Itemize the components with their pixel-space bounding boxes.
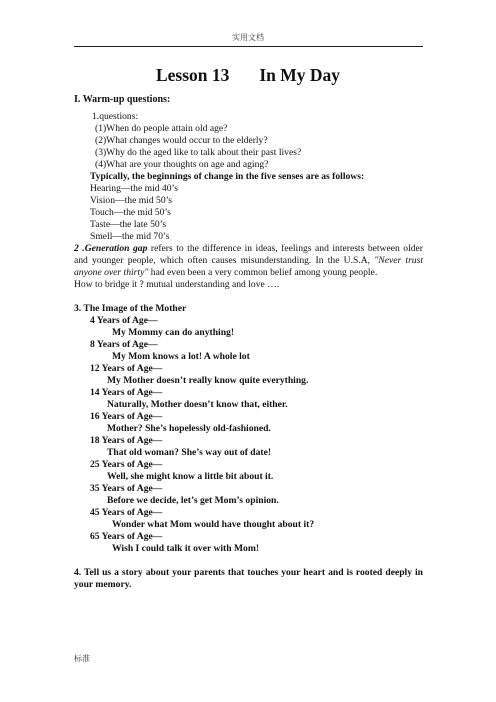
lesson-number: Lesson 13 <box>155 65 230 85</box>
age-label: 8 Years of Age— <box>90 339 158 350</box>
sense-item: Vision—the mid 50’s <box>90 195 173 206</box>
mother-quote: My Mom knows a lot! A whole lot <box>112 351 250 362</box>
question-item: (3)Why do the aged like to talk about their past lives? <box>95 147 302 158</box>
age-label: 35 Years of Age— <box>90 483 163 494</box>
age-label: 16 Years of Age— <box>90 411 163 422</box>
section3-heading: 3. The Image of the Mother <box>74 303 187 314</box>
section4-prompt: 4. Tell us a story about your parents that touches your heart and is rooted deeply in your memory. <box>74 567 423 590</box>
section1-heading: I. Warm-up questions: <box>74 94 171 105</box>
age-label: 25 Years of Age— <box>90 459 163 470</box>
paragraph-text: refers to the difference in ideas, feelings and interests between older and younger people, which often causes misunderstanding. In the U.S.A, <box>74 243 424 266</box>
senses-intro: Typically, the beginnings of change in the five senses are as follows: <box>90 171 365 182</box>
mother-quote: Well, she might know a little bit about it. <box>107 471 274 482</box>
age-label: 14 Years of Age— <box>90 387 163 398</box>
sense-item: Smell—the mid 70’s <box>90 231 170 242</box>
age-label: 12 Years of Age— <box>90 363 163 374</box>
paragraph-prefix: 2 . <box>74 243 85 254</box>
generation-gap-term: Generation gap <box>84 243 148 254</box>
paragraph-text-end: had even been a very common belief among young people. <box>148 267 378 278</box>
document-body <box>74 94 423 591</box>
age-label: 65 Years of Age— <box>90 531 163 542</box>
age-label: 45 Years of Age— <box>90 507 163 518</box>
age-label: 4 Years of Age— <box>90 315 158 326</box>
page-footer: 标准 <box>74 654 90 663</box>
question-item: (1)When do people attain old age? <box>95 123 228 134</box>
generation-gap-paragraph <box>74 243 423 279</box>
lesson-name: In My Day <box>259 65 341 85</box>
age-label: 18 Years of Age— <box>90 435 163 446</box>
page-header: 实用文档 <box>232 33 264 42</box>
bridge-line: How to bridge it ? mutual understanding and love …. <box>74 279 280 290</box>
question-item: (4)What are your thoughts on age and aging? <box>95 159 269 170</box>
mother-quote: That old woman? She’s way out of date! <box>107 447 272 458</box>
mother-quote: Before we decide, let’s get Mom’s opinion. <box>107 495 279 506</box>
sense-item: Hearing—the mid 40’s <box>90 183 178 194</box>
header-rule <box>74 46 423 47</box>
mother-quote: Mother? She’s hopelessly old-fashioned. <box>107 423 271 434</box>
lesson-title <box>0 64 496 86</box>
question-item: (2)What changes would occur to the elderly? <box>95 135 268 146</box>
sense-item: Touch—the mid 50’s <box>90 207 171 218</box>
mother-quote: My Mother doesn’t really know quite everything. <box>107 375 309 386</box>
mother-quote: My Mommy can do anything! <box>112 327 235 338</box>
mother-quote: Naturally, Mother doesn’t know that, either. <box>107 399 288 410</box>
mother-quote: Wish I could talk it over with Mom! <box>112 543 260 554</box>
sense-item: Taste—the late 50’s <box>90 219 167 230</box>
quoted-belief: "Never trust anyone over thirty" <box>74 255 424 278</box>
questions-label: 1.questions: <box>92 111 139 122</box>
mother-quote: Wonder what Mom would have thought about it? <box>112 519 315 530</box>
